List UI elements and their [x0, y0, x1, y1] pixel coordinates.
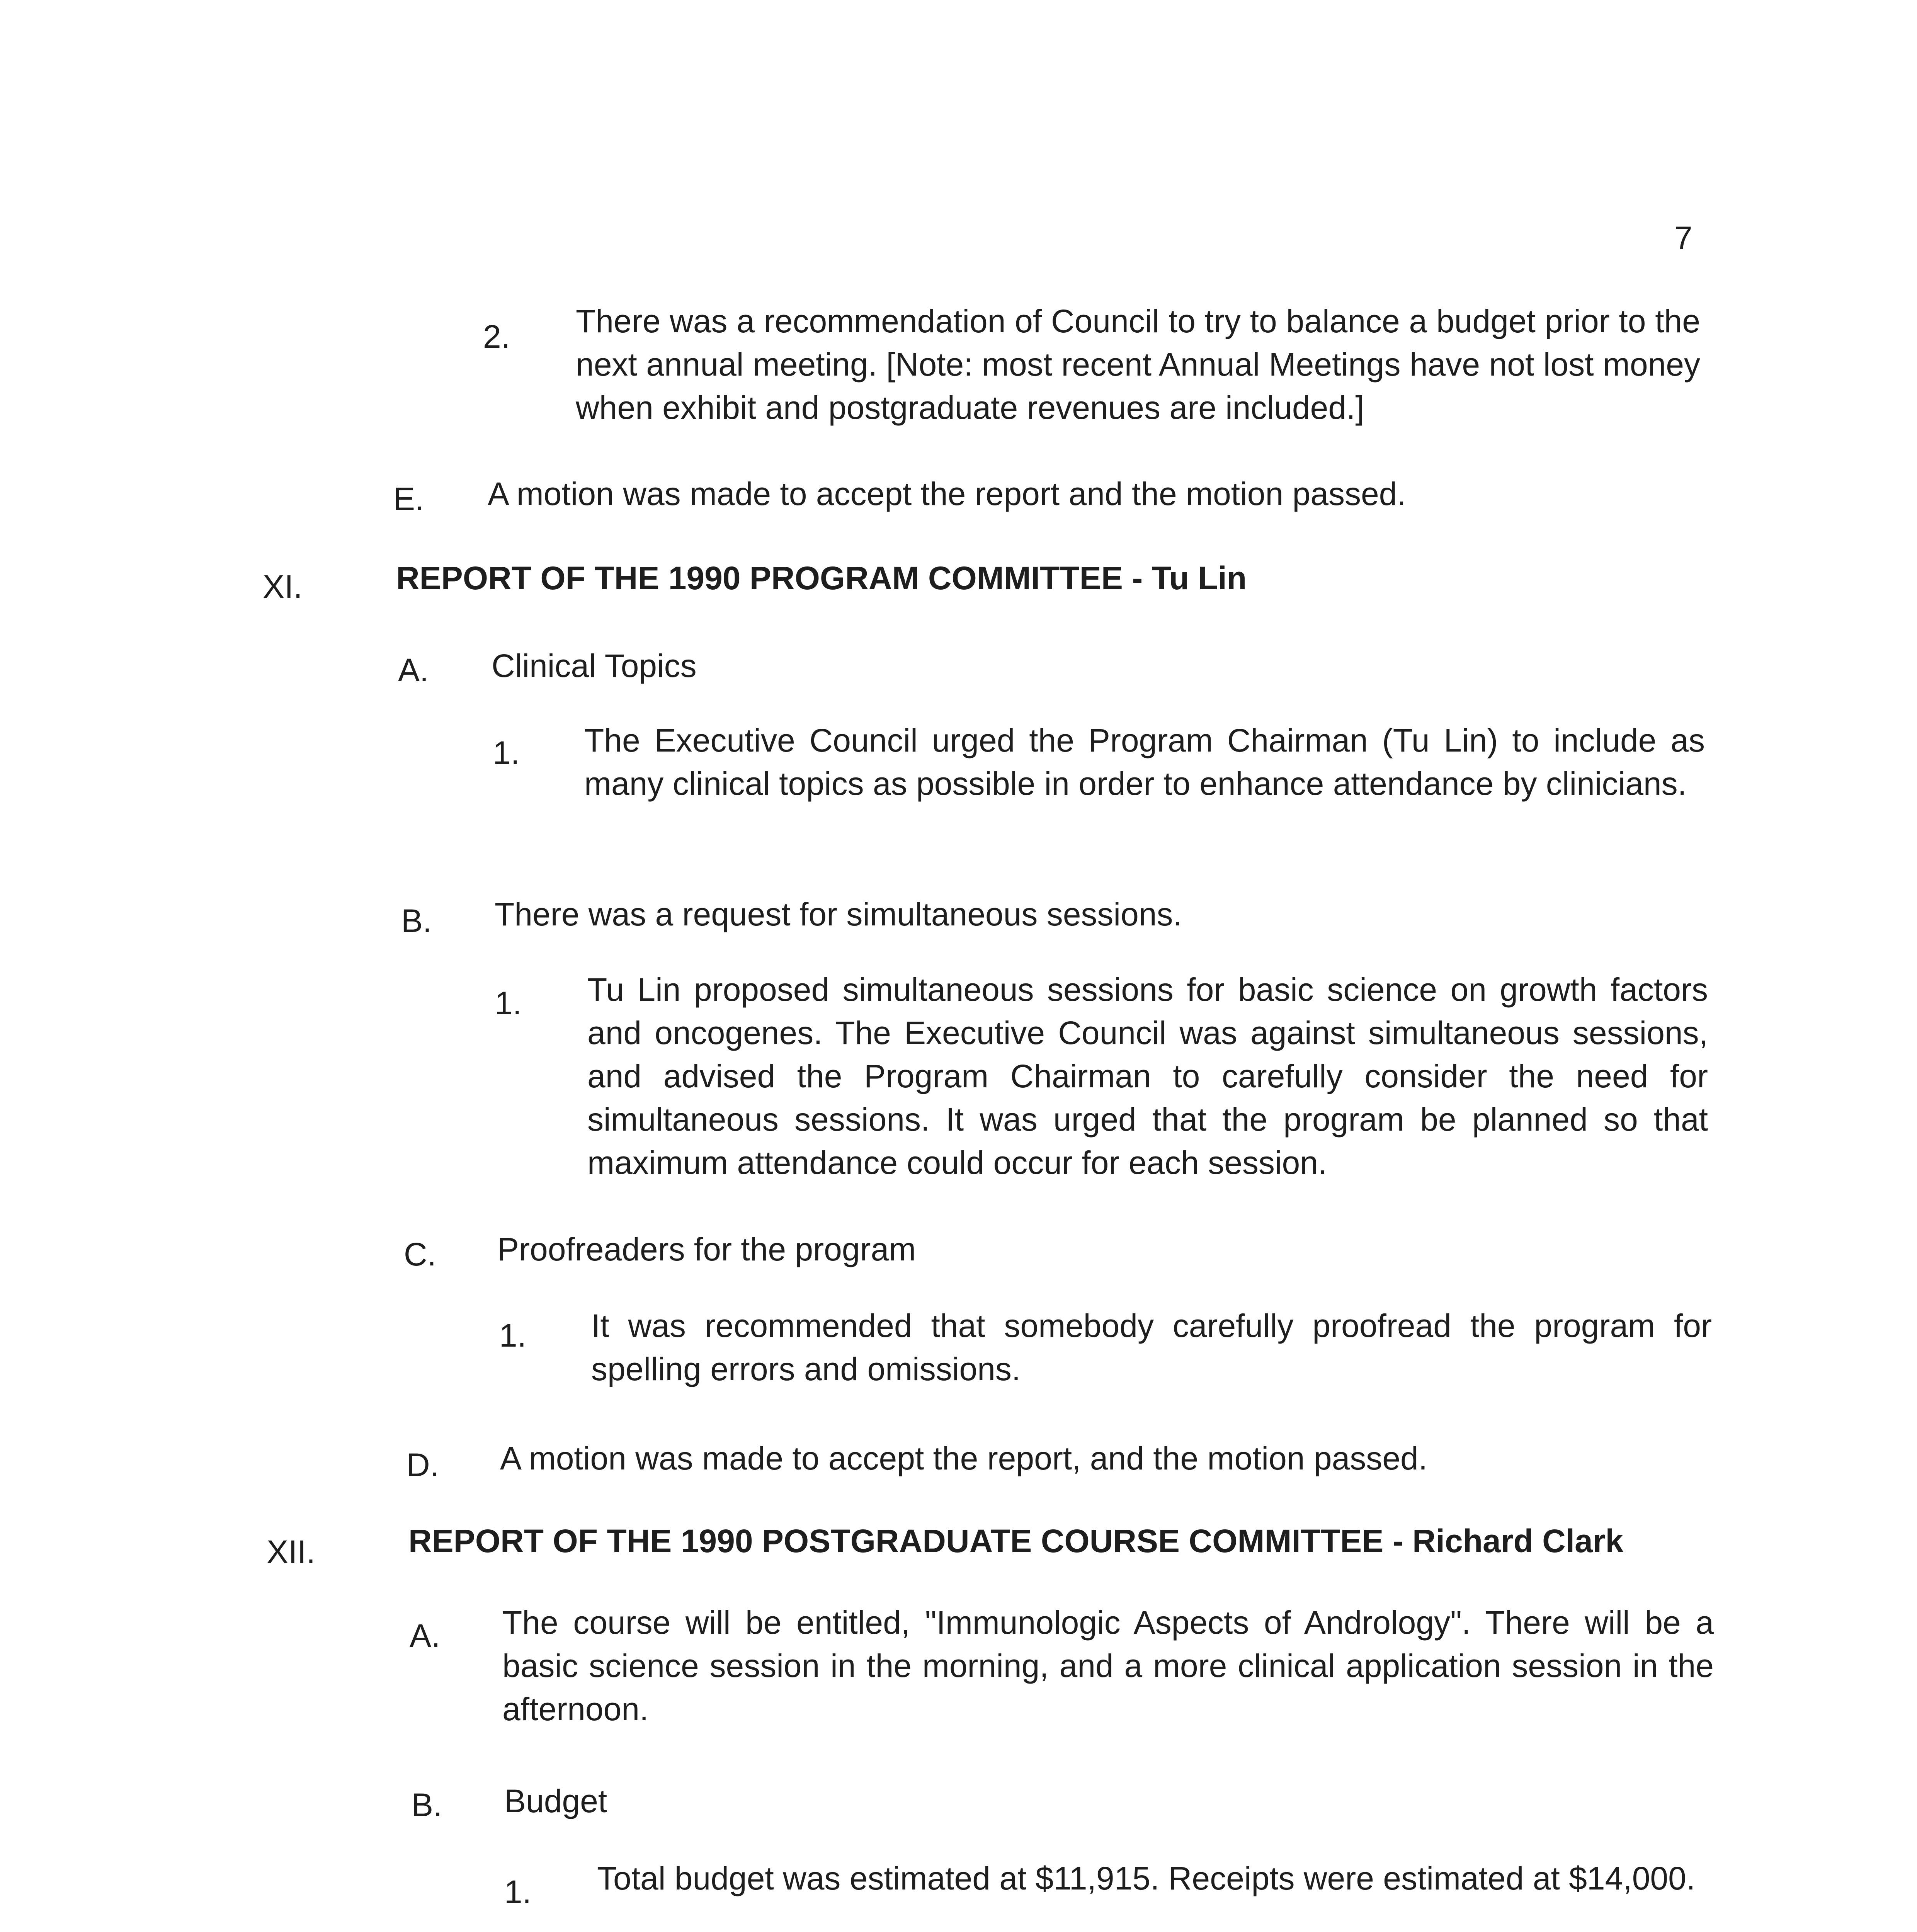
subsection-marker: A. — [398, 652, 429, 688]
list-item-text: The Executive Council urged the Program Chairman (Tu Lin) to include as many clinical topics as possible in order to enhance attendance by clinicians. — [584, 722, 1705, 802]
subsection-text: There was a request for simultaneous sessions. — [495, 896, 1182, 932]
subsection-marker: A. — [410, 1617, 441, 1654]
subsection-marker: B. — [412, 1787, 442, 1823]
subsection-text: Proofreaders for the program — [497, 1231, 916, 1267]
item-marker: 1. — [504, 1874, 532, 1910]
section-numeral: XII. — [267, 1534, 316, 1570]
subsection-text: The course will be entitled, "Immunologic Aspects of Andrology". There will be a basic science session in the morning, and a more clinical application session in the afternoon. — [502, 1604, 1714, 1727]
subsection-text: Clinical Topics — [492, 648, 697, 684]
section-heading: REPORT OF THE 1990 POSTGRADUATE COURSE COMMITTEE - Richard Clark — [408, 1523, 1624, 1559]
list-item-text: It was recommended that somebody carefully proofread the program for spelling errors and omissions. — [591, 1308, 1712, 1387]
subsection-marker: B. — [401, 903, 432, 939]
subsection-marker: C. — [404, 1236, 436, 1272]
subsection-marker: D. — [407, 1447, 439, 1483]
item-marker: 1. — [499, 1317, 527, 1354]
list-item-text: There was a recommendation of Council to try to balance a budget prior to the next annual meeting. [Note: most recent Annual Meetings have not lost money when exhibit and postgraduate revenues are included.] — [576, 303, 1700, 426]
subsection-text: A motion was made to accept the report, and the motion passed. — [500, 1440, 1428, 1476]
section-heading: REPORT OF THE 1990 PROGRAM COMMITTEE - Tu Lin — [396, 560, 1247, 596]
item-marker: 2. — [483, 318, 510, 355]
section-numeral: XI. — [263, 568, 303, 605]
item-marker: 1. — [495, 985, 522, 1021]
item-marker: 1. — [493, 735, 520, 771]
subsection-text: Budget — [504, 1783, 607, 1819]
subsection-text: A motion was made to accept the report and the motion passed. — [488, 476, 1406, 512]
subsection-marker: E. — [393, 481, 424, 517]
list-item-text: Total budget was estimated at $11,915. Receipts were estimated at $14,000. — [597, 1860, 1696, 1896]
page-number: 7 — [1674, 220, 1692, 256]
list-item-text: Tu Lin proposed simultaneous sessions for basic science on growth factors and oncogenes. The Executive Council was against simultaneous sessions, and advised the Program Chairman to carefully consider the need for simultaneous sessions. It was urged that the program be planned so that maximum attendance could occur for each session. — [587, 971, 1708, 1181]
